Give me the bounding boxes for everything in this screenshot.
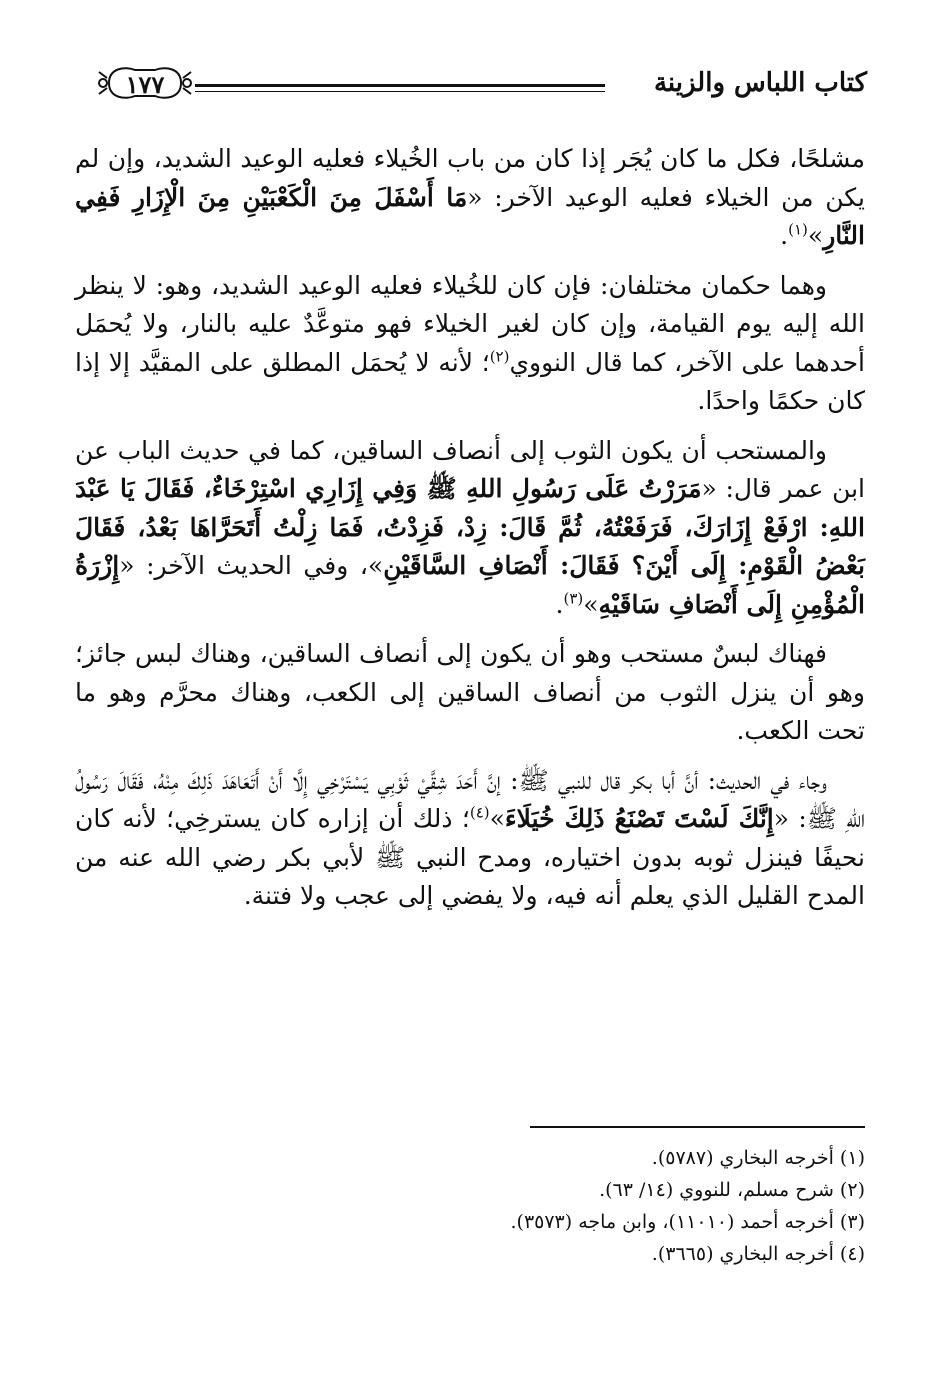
hadith-quote: مَا أَسْفَلَ مِنَ الْكَعْبَيْنِ مِنَ الْإِزَارِ فَفِي النَّارِ [75, 182, 865, 250]
hadith-quote: مَرَرْتُ عَلَى رَسُولِ اللهِ ﷺ وَفِي إِزَارِي اسْتِرْخَاءٌ، فَقَالَ يَا عَبْدَ اللهِ: ارْفَعْ إِزَارَكَ، فَرَفَعْتُهُ، ثُمَّ قَالَ: زِدْ، فَزِدْتُ، فَمَا زِلْتُ أَتَحَرَّاهَا بَعْدُ، فَقَالَ بَعْضُ الْقَوْمِ: إِلَى أَيْنَ؟ فَقَالَ: أَنْصَافِ السَّاقَيْنِ [75, 474, 865, 580]
text-span: » [489, 804, 505, 833]
text-span: »، وفي الحديث الآخر: « [119, 551, 384, 580]
text-span: والمستحب أن يكون الثوب إلى أنصاف الساقين، كما في حديث الباب عن ابن عمر قال: « [75, 435, 865, 503]
page-header [95, 58, 867, 118]
text-span: » [807, 221, 824, 250]
text-span: مشلحًا، فكل ما كان يُجَر إذا كان من باب الخُيلاء فعليه الوعيد الشديد، وإن لم يكن من الخيلاء فعليه الوعيد الآخر: « [75, 144, 866, 212]
text-span: وهما حكمان مختلفان: فإن كان للخُيلاء فعليه الوعيد الشديد، وهو: لا ينظر الله إليه يوم القيامة، وإن كان لغير الخيلاء فهو متوعَّدٌ عليه بالنار، ولا يُحمَل أحدهما على الآخر، كما قال النووي [75, 270, 865, 377]
footnote-ref: (١) [788, 220, 808, 239]
main-text [75, 140, 865, 927]
page-number-ornament [95, 58, 195, 108]
paragraph [75, 267, 865, 421]
footnote-ref: (٤) [469, 803, 490, 822]
footnote: (٣) أخرجه أحمد (١١٠١٠)، وابن ماجه (٣٥٧٣). [510, 1211, 865, 1233]
text-span: فهناك لبسٌ مستحب وهو أن يكون إلى أنصاف الساقين، وهناك لبس جائز؛ وهو أن ينزل الثوب من أنصاف الساقين إلى الكعب، وهناك محرَّم وهو ما تحت الكعب. [75, 639, 865, 745]
text-span: » [583, 589, 599, 619]
footnote: (٢) شرح مسلم، للنووي (١٤/ ٦٣). [599, 1179, 865, 1201]
footnote-ref: (٢) [489, 347, 510, 366]
paragraph [75, 762, 865, 916]
text-span: وجاء في الحديث: أنَّ أبا بكر قال للنبي ﷺ: إنَّ أَحَدَ شِقَّيْ ثَوْبِي يَسْتَرْخِي إِلَّا أَنْ أَتَعَاهَدَ ذَلِكَ مِنْهُ، فَقَالَ رَسُولُ اللهِ ﷺ: « [75, 765, 866, 833]
text-span: . [555, 589, 564, 619]
text-span: ؛ ذلك أن إزاره كان يسترخِي؛ لأنه كان نحيفًا فينزل ثوبه بدون اختياره، ومدح النبي ﷺ لأبي بكر رضي الله عنه من المدح القليل الذي يعلم أنه فيه، ولا يفضي إلى عجب ولا فتنة. [75, 804, 865, 910]
footnote: (١) أخرجه البخاري (٥٧٨٧). [651, 1147, 865, 1169]
hadith-quote: إِنَّكَ لَسْتَ تَصْنَعُ ذَلِكَ خُيَلَاءَ [504, 804, 774, 833]
footnote-separator [530, 1126, 865, 1128]
chapter-title: كتاب اللباس والزينة [653, 68, 867, 98]
hadith-quote: إِزْرَةُ الْمُؤْمِنِ إِلَى أَنْصَافِ سَاقَيْهِ [75, 551, 865, 619]
page-number: ١٧٧ [125, 70, 165, 99]
footnote: (٤) أخرجه البخاري (٣٦٦٥). [651, 1243, 865, 1265]
paragraph [75, 140, 865, 256]
header-rule [195, 84, 605, 87]
footnotes [75, 1142, 865, 1270]
text-span: ؛ لأنه لا يُحمَل المطلق على المقيَّد إلا إذا كان حكمًا واحدًا. [75, 347, 865, 415]
paragraph [75, 635, 865, 751]
footnote-ref: (٣) [563, 589, 584, 608]
header-rule-thin [195, 91, 605, 92]
paragraph [75, 432, 865, 625]
text-span: . [780, 221, 789, 250]
